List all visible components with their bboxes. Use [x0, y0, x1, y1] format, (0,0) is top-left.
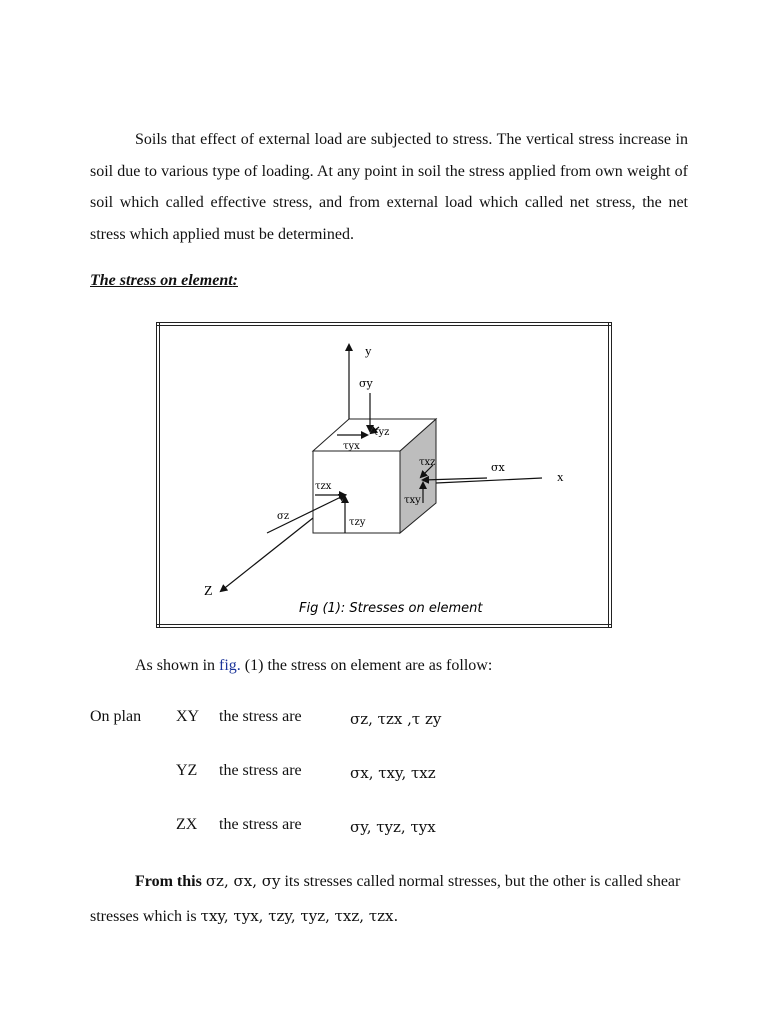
- plane-yz-phrase: the stress are: [219, 762, 302, 779]
- plane-yz: YZ: [176, 762, 198, 779]
- section-heading: [90, 272, 238, 290]
- plane-zx-phrase: the stress are: [219, 816, 302, 833]
- sigma-x-label: σx: [491, 461, 505, 474]
- axis-x-label: x: [557, 469, 564, 484]
- figure-frame: [156, 322, 612, 628]
- z-axis-arrow: [221, 518, 313, 591]
- tau-xz-label: τxz: [419, 457, 436, 468]
- tau-yz-label: τyz: [373, 427, 390, 438]
- plane-xy: XY: [176, 708, 200, 725]
- figure-link[interactable]: fig.: [219, 657, 241, 674]
- shear-stress-symbols: τxy, τyx, τzy, τyz, τxz, τzx.: [200, 907, 399, 925]
- plane-zx: ZX: [176, 816, 198, 833]
- tau-zx-label: τzx: [315, 481, 332, 492]
- figure-caption: Fig (1): Stresses on element: [299, 601, 483, 616]
- plane-xy-phrase: the stress are: [219, 708, 302, 725]
- row-label-on-plan: On plan: [90, 708, 142, 725]
- figure-reference-post: (1) the stress on element are as follow:: [240, 657, 493, 674]
- axis-z-label: Z: [204, 584, 213, 599]
- axis-y-label: y: [365, 343, 372, 358]
- normal-shear-paragraph: [90, 864, 688, 934]
- tau-xy-label: τxy: [404, 495, 421, 506]
- sigma-z-label: σz: [277, 511, 290, 522]
- figure-reference-pre: As shown in: [135, 657, 220, 674]
- figure-reference-line: [135, 657, 492, 675]
- intro-paragraph: [90, 124, 688, 250]
- from-this-bold: From this: [135, 873, 202, 890]
- intro-paragraph-text: Soils that effect of external load are subjected to stress. The vertical stress increase in soil due to various type of loading. At any point in soil the stress applied from own weight of soil which called effective stress, and from external load which called net stress, the net stress which applied must be determined.: [90, 131, 688, 243]
- sigma-y-label: σy: [359, 377, 373, 390]
- section-heading-text: The stress on element: [90, 272, 233, 289]
- plane-xy-stresses: σz, τzx ,τ zy: [350, 710, 442, 728]
- tau-zy-label: τzy: [349, 517, 366, 528]
- normal-shear-text: its stresses called normal stresses, but the other is called shear stresses which is: [90, 873, 681, 925]
- normal-stress-symbols: σz, σx, σy: [205, 872, 281, 890]
- tau-yx-label: τyx: [343, 441, 360, 452]
- plane-yz-stresses: σx, τxy, τxz: [350, 764, 436, 782]
- section-heading-colon: :: [232, 272, 238, 289]
- stress-element-diagram: [157, 323, 613, 629]
- plane-zx-stresses: σy, τyz, τyx: [350, 818, 436, 836]
